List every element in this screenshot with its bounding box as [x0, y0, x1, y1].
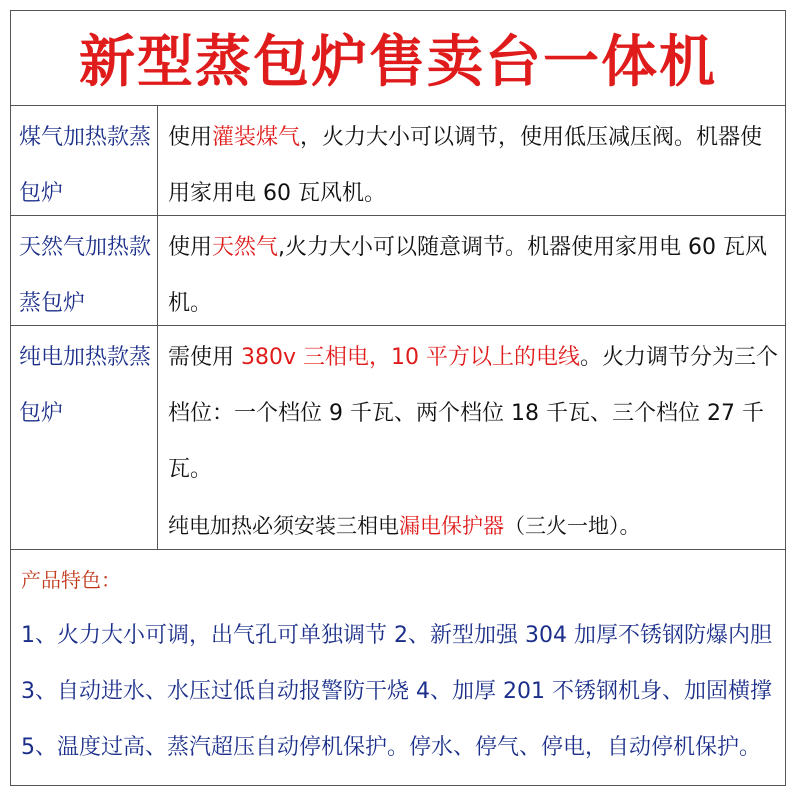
feature-line: 5、温度过高、蒸汽超压自动停机保护。停水、停气、停电，自动停机保护。 — [21, 735, 761, 760]
desc-text: 使用 — [168, 235, 213, 260]
features-heading: 产品特色： — [21, 568, 121, 592]
row-label: 纯电加热款蒸包炉 — [11, 326, 158, 549]
row-label: 煤气加热款蒸包炉 — [11, 106, 158, 215]
desc-highlight: 灌装煤气 — [212, 125, 301, 150]
desc-highlight: 漏电保护器 — [399, 514, 504, 538]
desc-text: 使用 — [168, 125, 213, 150]
feature-line: 3、自动进水、水压过低自动报警防干烧 4、加厚 201 不锈钢机身、加固横撑 — [21, 679, 772, 704]
desc-highlight: 天然气 — [212, 235, 279, 260]
desc-text: 需使用 — [168, 345, 241, 370]
row-description — [168, 106, 781, 222]
desc-text: 。火力调节分为三个档位：一个档位 9 千瓦、两个档位 18 千瓦、三个档位 27 千瓦。 — [168, 345, 779, 482]
row-label: 天然气加热款蒸包炉 — [11, 216, 158, 325]
spec-row-gas — [11, 106, 785, 216]
row-description — [168, 216, 781, 332]
features-section — [11, 552, 785, 776]
row-description — [168, 326, 781, 554]
feature-line: 1、火力大小可调，出气孔可单独调节 2、新型加强 304 加厚不锈钢防爆内胆 — [21, 623, 772, 648]
desc-text: ，火力大小可以调节，使用低压减压阀。机器使用家用电 60 瓦风机。 — [168, 125, 763, 206]
poster-frame — [10, 10, 786, 786]
desc-text: （三火一地）。 — [504, 514, 641, 538]
desc-text: 纯电加热必须安装三相电 — [168, 514, 399, 538]
spec-row-electric — [11, 326, 785, 550]
page-title: 新型蒸包炉售卖台一体机 — [11, 11, 785, 106]
desc-highlight: 380v 三相电，10 平方以上的电线 — [241, 345, 580, 370]
spec-row-natural-gas — [11, 216, 785, 326]
desc-text: ,火力大小可以随意调节。机器使用家用电 60 瓦风机。 — [168, 235, 768, 316]
